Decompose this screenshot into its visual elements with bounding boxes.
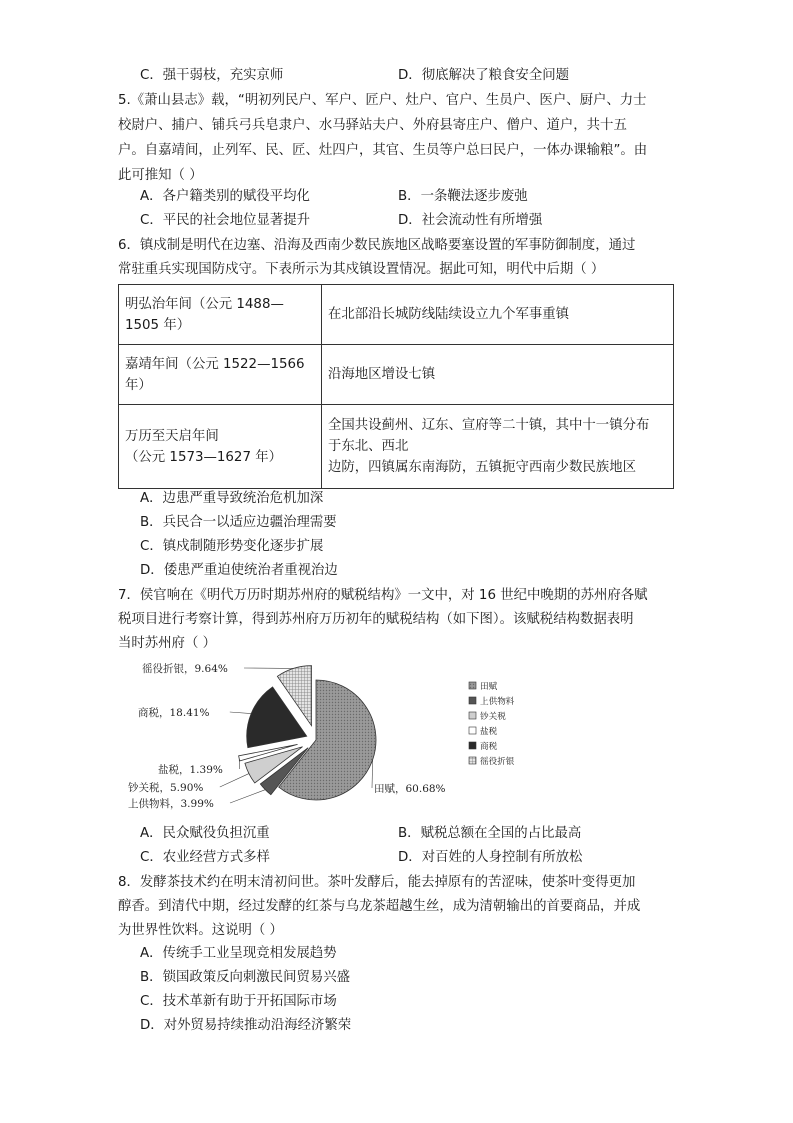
period-text: （公元 1573—1627 年） — [125, 449, 283, 465]
q4-option-d: D．彻底解决了粮食安全问题 — [398, 68, 569, 83]
q5-option-b: B．一条鞭法逐步废弛 — [398, 189, 528, 204]
content-text: 在北部沿长城防线陆续设立九个军事重镇 — [328, 307, 570, 322]
table-cell-period — [119, 405, 322, 489]
q5-stem-line-2: 校尉户、捕户、铺兵弓兵皂隶户、水马驿站夫户、外府县寄庄户、僧户、道户，共十五 — [118, 118, 627, 133]
pie-data-label: 盐税，1.39% — [158, 764, 223, 776]
legend-entry: 盐税 — [480, 727, 498, 737]
q8-option-d: D．对外贸易持续推动沿海经济繁荣 — [140, 1018, 352, 1033]
q7-stem-line-1: 7．侯官响在《明代万历时期苏州府的赋税结构》一文中，对 16 世纪中晚期的苏州府各赋 — [118, 588, 648, 603]
content-text: 边防，四镇属东南海防，五镇扼守西南少数民族地区 — [328, 460, 636, 475]
legend-swatch — [469, 727, 476, 734]
q8-stem-line-2: 醇香。到清代中期，经过发酵的红茶与乌龙茶超越生丝，成为清朝输出的首要商品，并成 — [118, 899, 641, 914]
pie-data-label: 钞关税，5.90% — [128, 782, 204, 794]
table-row — [119, 345, 674, 405]
legend-entry: 上供物料 — [480, 697, 515, 707]
period-text: 明弘治年间（公元 1488— — [125, 296, 284, 312]
period-text: 嘉靖年间（公元 1522—1566 — [125, 356, 305, 372]
garrison-table — [118, 284, 674, 489]
table-cell-period — [119, 345, 322, 405]
content-text: 全国共设蓟州、辽东、宣府等二十镇，其中十一镇分布 — [328, 418, 650, 433]
content-text: 沿海地区增设七镇 — [328, 367, 436, 382]
q5-stem-line-1: 5.《萧山县志》载，“明初列民户、军户、匠户、灶户、官户、生员户、医户、厨户、力士 — [118, 93, 647, 108]
table-cell-period — [119, 285, 322, 345]
q7-stem-line-3: 当时苏州府（ ） — [118, 636, 216, 651]
q5-stem-line-4: 此可推知（ ） — [118, 168, 203, 183]
period-text: 1505 年） — [125, 317, 191, 333]
q6-option-d: D．倭患严重迫使统治者重视治边 — [140, 563, 338, 578]
q6-stem-line-1: 6．镇戍制是明代在边塞、沿海及西南少数民族地区战略要塞设置的军事防御制度，通过 — [118, 238, 636, 253]
pie-leader-line — [230, 712, 251, 714]
q5-option-c: C．平民的社会地位显著提升 — [140, 213, 311, 228]
q8-option-b: B．锁国政策反向刺激民间贸易兴盛 — [140, 970, 351, 985]
q7-option-d: D．对百姓的人身控制有所放松 — [398, 850, 583, 865]
q8-stem-line-1: 8．发酵茶技术约在明末清初问世。茶叶发酵后，能去掉原有的苦涩味，使茶叶变得更加 — [118, 875, 636, 890]
q7-stem-line-2: 税项目进行考察计算，得到苏州府万历初年的赋税结构（如下图）。该赋税结构数据表明 — [118, 612, 634, 627]
legend-swatch — [469, 697, 476, 704]
tax-structure-pie-chart — [124, 650, 544, 820]
legend-swatch — [469, 682, 476, 689]
q8-option-a: A．传统手工业呈现竞相发展趋势 — [140, 946, 337, 961]
period-text: 年） — [125, 377, 152, 393]
legend-swatch — [469, 712, 476, 719]
pie-leader-line — [372, 760, 373, 788]
q6-option-a: A．边患严重导致统治危机加深 — [140, 491, 324, 506]
q8-stem-line-3: 为世界性饮料。这说明（ ） — [118, 923, 283, 938]
q6-stem-line-2: 常驻重兵实现国防戍守。下表所示为其戍镇设置情况。据此可知，明代中后期（ ） — [118, 262, 605, 277]
legend-entry: 田赋 — [480, 682, 498, 692]
table-cell-content — [322, 405, 674, 489]
pie-data-label: 徭役折银，9.64% — [142, 663, 228, 675]
q4-option-c: C．强干弱枝，充实京师 — [140, 68, 284, 83]
table-cell-content — [322, 285, 674, 345]
pie-data-label: 田赋，60.68% — [374, 783, 446, 795]
legend-swatch — [469, 757, 476, 764]
period-text: 万历至天启年间 — [125, 428, 219, 444]
pie-leader-line — [230, 790, 265, 803]
q6-option-b: B．兵民合一以适应边疆治理需要 — [140, 515, 337, 530]
q5-stem-line-3: 户。自嘉靖间，止列军、民、匠、灶四户，其官、生员等户总曰民户，一体办课输粮”。由 — [118, 143, 648, 158]
q8-option-c: C．技术革新有助于开拓国际市场 — [140, 994, 337, 1009]
pie-leader-line — [220, 774, 249, 787]
legend-swatch — [469, 742, 476, 749]
table-row — [119, 405, 674, 489]
pie-data-label: 上供物料，3.99% — [128, 798, 214, 810]
table-cell-content — [322, 345, 674, 405]
legend-entry: 钞关税 — [480, 712, 506, 722]
q5-option-d: D．社会流动性有所增强 — [398, 213, 543, 228]
table-row — [119, 285, 674, 345]
legend-entry: 徭役折银 — [480, 757, 515, 767]
q7-option-b: B．赋税总额在全国的占比最高 — [398, 826, 582, 841]
legend-entry: 商税 — [480, 742, 498, 752]
pie-data-label: 商税，18.41% — [138, 707, 210, 719]
q7-option-a: A．民众赋役负担沉重 — [140, 826, 270, 841]
q5-option-a: A．各户籍类别的赋役平均化 — [140, 189, 310, 204]
q7-option-c: C．农业经营方式多样 — [140, 850, 270, 865]
q6-option-c: C．镇戍制随形势变化逐步扩展 — [140, 539, 324, 554]
content-text: 于东北、西北 — [328, 439, 409, 454]
